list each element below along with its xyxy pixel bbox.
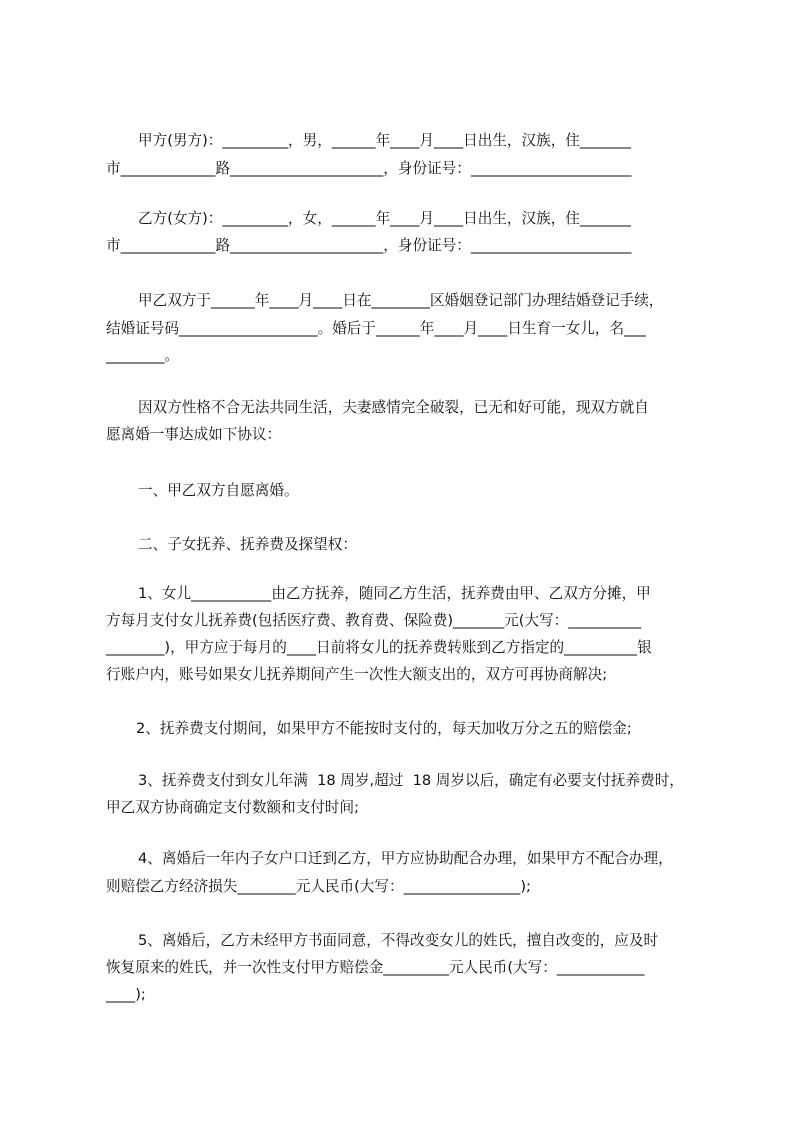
party-a-line-1: 甲方(男方)：_________，男，______年____月____日出生，汉族，住_______: [138, 132, 631, 149]
item-5-line-1: 5、离婚后，乙方未经甲方书面同意，不得改变女儿的姓氏，擅自改变的，应及时: [138, 932, 659, 949]
item-4-line-2: 则赔偿乙方经济损失________元人民币(大写：________________);: [106, 878, 531, 895]
item-2-line-1: 2、抚养费支付期间，如果甲方不能按时支付的，每天加收万分之五的赔偿金;: [136, 720, 632, 737]
reason-line-2: 愿离婚一事达成如下协议：: [106, 426, 282, 443]
party-a-line-2: 市_____________路_____________________，身份证号：______________________: [106, 160, 632, 177]
clause-2-heading: 二、子女抚养、抚养费及探望权：: [138, 536, 357, 553]
party-b-line-1: 乙方(女方)：_________，女，______年____月____日出生，汉族，住_______: [138, 210, 631, 227]
party-b-line-2: 市_____________路_____________________，身份证号：______________________: [106, 237, 632, 254]
item-1-line-1: 1、女儿___________由乙方抚养，随同乙方生活，抚养费由甲、乙双方分摊，甲: [138, 585, 651, 602]
item-1-line-4: 行账户内，账号如果女儿抚养期间产生一次性大额支出的，双方可再协商解决;: [106, 666, 608, 683]
marriage-line-2: 结婚证号码___________________。婚后于______年____月____日生育一女儿，名___: [106, 320, 646, 337]
item-1-line-3: ________)，甲方应于每月的____日前将女儿的抚养费转账到乙方指定的__________银: [106, 639, 652, 656]
item-4-line-1: 4、离婚后一年内子女户口迁到乙方，甲方应协助配合办理，如果甲方不配合办理，: [138, 850, 673, 867]
reason-line-1: 因双方性格不合无法共同生活，夫妻感情完全破裂，已无和好可能，现双方就自: [138, 399, 649, 416]
marriage-line-3: ________。: [106, 347, 179, 364]
item-3-line-1: 3、抚养费支付到女儿年满 18 周岁,超过 18 周岁以后，确定有必要支付抚养费时，: [138, 772, 684, 789]
item-1-line-2: 方每月支付女儿抚养费(包括医疗费、教育费、保险费)_______元(大写：__________: [106, 612, 642, 629]
item-3-line-2: 甲乙双方协商确定支付数额和支付时间;: [106, 799, 360, 816]
marriage-line-1: 甲乙双方于______年____月____日在________区婚姻登记部门办理结婚登记手续，: [138, 292, 664, 309]
clause-1: 一、甲乙双方自愿离婚。: [138, 482, 299, 499]
item-5-line-3: ____);: [106, 986, 146, 1003]
item-5-line-2: 恢复原来的姓氏，并一次性支付甲方赔偿金_________元人民币(大写：____________: [106, 959, 645, 976]
